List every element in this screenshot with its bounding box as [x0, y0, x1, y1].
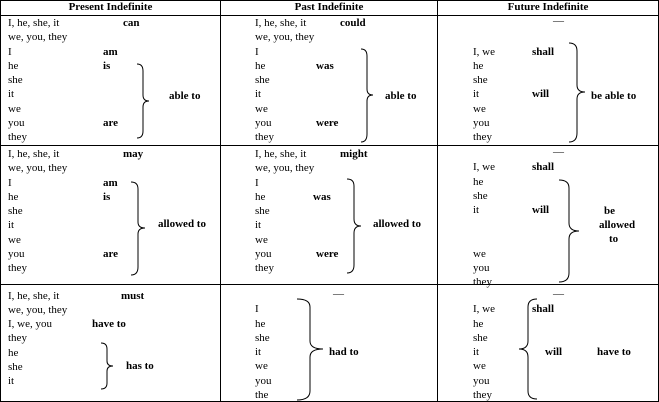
- cell-text: it: [473, 346, 480, 358]
- table-border-col2: [437, 0, 438, 402]
- cell-verb: am: [103, 46, 118, 58]
- cell-text: I: [8, 177, 12, 189]
- cell-text: I, we: [473, 303, 495, 315]
- cell-text: we: [473, 360, 486, 372]
- cell-text: they: [8, 131, 27, 143]
- cell-text: we: [473, 103, 486, 115]
- cell-text: it: [473, 88, 480, 100]
- cell-verb: am: [103, 177, 118, 189]
- cell-text: she: [8, 74, 23, 86]
- cell-text: she: [473, 332, 488, 344]
- header-present: Present Indefinite: [68, 1, 153, 13]
- cell-text: they: [8, 332, 27, 344]
- cell-verb: is: [103, 60, 111, 72]
- cell-result: able to: [385, 90, 417, 102]
- cell-result: had to: [329, 346, 359, 358]
- cell-text: I: [255, 177, 259, 189]
- table-border-col1: [220, 0, 221, 402]
- cell-text: I, he, she, it: [255, 17, 307, 29]
- cell-verb: must: [121, 290, 145, 302]
- cell-text: she: [473, 74, 488, 86]
- cell-text: they: [8, 262, 27, 274]
- cell-verb: will: [532, 204, 550, 216]
- cell-text: you: [255, 375, 272, 387]
- cell-verb: shall: [532, 46, 555, 58]
- header-past: Past Indefinite: [294, 1, 364, 13]
- cell-verb: was: [313, 191, 331, 203]
- cell-verb: shall: [532, 303, 555, 315]
- cell-result: be able to: [591, 90, 637, 102]
- dash-mark: —: [553, 146, 564, 158]
- cell-text: it: [473, 204, 480, 216]
- brace-icon: [346, 178, 362, 274]
- cell-text: he: [8, 60, 19, 72]
- brace-icon: [360, 48, 374, 143]
- cell-text: they: [473, 389, 492, 401]
- cell-text: we: [255, 234, 268, 246]
- cell-text: you: [473, 375, 490, 387]
- cell-text: it: [255, 219, 262, 231]
- cell-text: it: [8, 88, 15, 100]
- cell-text: you: [473, 262, 490, 274]
- cell-text: we, you, they: [8, 162, 68, 174]
- cell-result: be: [604, 205, 615, 217]
- cell-text: I, we, you: [8, 318, 52, 330]
- cell-text: we: [8, 103, 21, 115]
- brace-icon: [518, 298, 538, 400]
- cell-text: we, you, they: [255, 31, 315, 43]
- cell-verb: have to: [92, 318, 126, 330]
- cell-text: you: [255, 248, 272, 260]
- cell-result: allowed to: [158, 218, 206, 230]
- cell-text: he: [255, 60, 266, 72]
- cell-text: he: [473, 60, 484, 72]
- cell-verb: is: [103, 191, 111, 203]
- cell-text: you: [255, 117, 272, 129]
- brace-icon: [136, 63, 150, 139]
- brace-icon: [296, 298, 324, 401]
- cell-text: she: [255, 74, 270, 86]
- cell-text: you: [473, 117, 490, 129]
- cell-result: allowed to: [373, 218, 421, 230]
- cell-verb: could: [340, 17, 366, 29]
- cell-verb: were: [316, 117, 339, 129]
- dash-mark: —: [333, 288, 344, 300]
- cell-verb: were: [316, 248, 339, 260]
- cell-text: she: [473, 190, 488, 202]
- cell-text: we, you, they: [8, 31, 68, 43]
- dash-mark: —: [553, 288, 564, 300]
- cell-text: she: [8, 205, 23, 217]
- cell-text: he: [8, 347, 19, 359]
- cell-result: has to: [126, 360, 154, 372]
- cell-verb: was: [316, 60, 334, 72]
- cell-text: he: [473, 176, 484, 188]
- cell-text: he: [255, 191, 266, 203]
- cell-result: have to: [597, 346, 631, 358]
- cell-text: she: [255, 332, 270, 344]
- cell-text: we, you, they: [255, 162, 315, 174]
- cell-text: they: [473, 131, 492, 143]
- header-future: Future Indefinite: [507, 1, 589, 13]
- cell-text: he: [8, 191, 19, 203]
- cell-text: I, he, she, it: [8, 148, 60, 160]
- cell-text: it: [8, 219, 15, 231]
- table-border-left: [0, 0, 1, 402]
- cell-text: I: [255, 46, 259, 58]
- cell-text: it: [8, 375, 15, 387]
- brace-icon: [568, 42, 586, 143]
- cell-result: allowed: [599, 219, 636, 231]
- dash-mark: —: [553, 15, 564, 27]
- cell-text: she: [255, 205, 270, 217]
- cell-verb: shall: [532, 161, 555, 173]
- cell-text: I, we: [473, 161, 495, 173]
- cell-text: the: [255, 389, 269, 401]
- cell-text: he: [473, 318, 484, 330]
- cell-result: able to: [169, 90, 201, 102]
- cell-verb: may: [123, 148, 144, 160]
- cell-text: he: [255, 318, 266, 330]
- cell-text: we: [255, 103, 268, 115]
- cell-verb: are: [103, 248, 119, 260]
- cell-text: they: [255, 131, 274, 143]
- brace-icon: [558, 179, 580, 283]
- cell-text: we: [473, 248, 486, 260]
- cell-text: we: [8, 234, 21, 246]
- cell-verb: are: [103, 117, 119, 129]
- table-border-row2: [0, 284, 659, 285]
- cell-text: I, he, she, it: [8, 17, 60, 29]
- cell-text: you: [8, 248, 25, 260]
- cell-text: they: [473, 276, 492, 288]
- cell-text: we, you, they: [8, 304, 68, 316]
- cell-text: I, he, she, it: [255, 148, 307, 160]
- cell-verb: can: [123, 17, 140, 29]
- brace-icon: [130, 181, 146, 276]
- cell-text: you: [8, 117, 25, 129]
- cell-text: we: [255, 360, 268, 372]
- cell-text: it: [255, 88, 262, 100]
- cell-text: I: [255, 303, 259, 315]
- cell-text: it: [255, 346, 262, 358]
- cell-verb: will: [532, 88, 550, 100]
- brace-icon: [100, 342, 114, 390]
- cell-text: I: [8, 46, 12, 58]
- cell-text: they: [255, 262, 274, 274]
- cell-text: I, he, she, it: [8, 290, 60, 302]
- cell-text: she: [8, 361, 23, 373]
- cell-verb: will: [545, 346, 563, 358]
- cell-text: I, we: [473, 46, 495, 58]
- cell-verb: might: [340, 148, 368, 160]
- cell-result: to: [609, 233, 619, 245]
